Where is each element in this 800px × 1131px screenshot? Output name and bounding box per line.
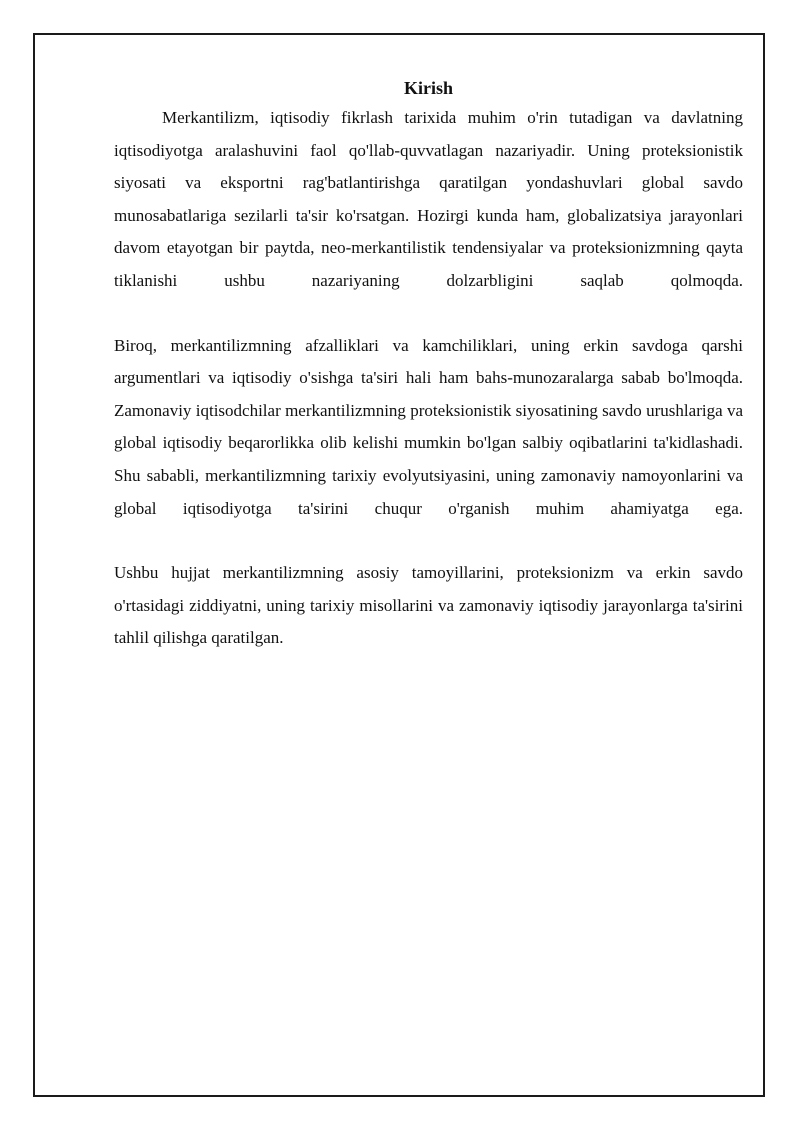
paragraph-spacer (114, 298, 743, 330)
paragraph-1: Merkantilizm, iqtisodiy fikrlash tarixida muhim o'rin tutadigan va davlatning iqtisodiyotga aralashuvini faol qo'llab-quvvatlagan nazariyadir. Uning proteksionistik siyosati va eksportni rag'batlantirishga qaratilgan yondashuvlari global savdo munosabatlariga sezilarli ta'sir ko'rsatgan. Hozirgi kunda ham, globalizatsiya jarayonlari davom etayotgan bir paytda, neo-merkantilistik tendensiyalar va proteksionizmning qayta tiklanishi ushbu nazariyaning dolzarbligini saqlab qolmoqda. (114, 108, 743, 290)
paragraph-2: Biroq, merkantilizmning afzalliklari va kamchiliklari, uning erkin savdoga qarshi argumentlari va iqtisodiy o'sishga ta'siri hali ham bahs-munozaralarga sabab bo'lmoqda. Zamonaviy iqtisodchilar merkantilizmning proteksionistik siyosatining savdo urushlariga va global iqtisodiy beqarorlikka olib kelishi mumkin bo'lgan salbiy oqibatlarini ta'kidlashadi. Shu sababli, merkantilizmning tarixiy evolyutsiyasini, uning zamonaviy namoyonlarini va global iqtisodiyotga ta'sirini chuqur o'rganish muhim ahamiyatga ega. (114, 335, 743, 518)
document-title: Kirish (403, 78, 453, 98)
paragraph-3: Ushbu hujjat merkantilizmning asosiy tamoyillarini, proteksionizm va erkin savdo o'rtasidagi ziddiyatni, uning tarixiy misollarini va zamonaviy iqtisodiy jarayonlarga ta'sirini tahlil qilishga qaratilgan. (114, 563, 743, 648)
paragraph-spacer (114, 525, 743, 557)
document-body (114, 74, 743, 655)
